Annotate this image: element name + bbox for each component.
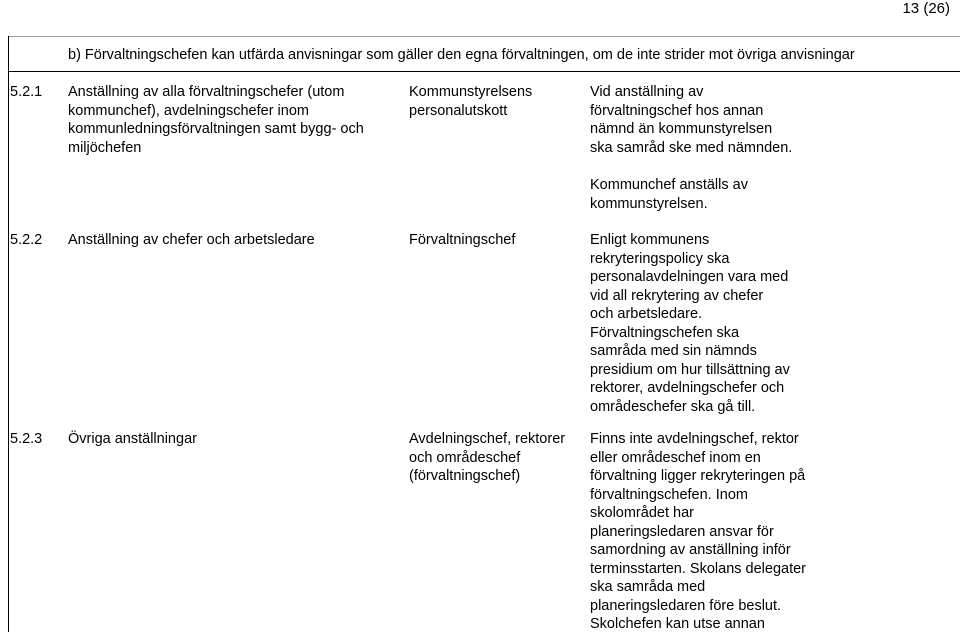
row-description: Övriga anställningar [68,431,197,447]
row-b-text: b) Förvaltningschefen kan utfärda anvisningar som gäller den egna förvaltningen, om de inte strider mot övriga anvisningar [68,47,855,63]
row-remarks [590,83,795,213]
row-b-bottom-border [8,71,960,72]
table-top-border [8,36,960,37]
row-remarks: Finns inte avdelningschef, rektor eller områdeschef inom en förvaltning ligger rekryteringen på förvaltningschefen. Inom skolområdet har planeringsledaren ansvar för samordning av anställning inför terminsstarten. Skolans delegater ska samråda med planeringsledaren före beslut. Skolchefen kan utse annan [590,431,806,632]
remark-paragraph: Kommunchef anställs av kommunstyrelsen. [590,177,748,212]
row-delegate: Avdelningschef, rektorer och områdeschef (förvaltningschef) [409,431,566,484]
row-description: Anställning av alla förvaltningschefer (utom kommunchef), avdelningschefer inom kommunledningsförvaltningen samt bygg- och miljöchefen [68,84,364,156]
row-description: Anställning av chefer och arbetsledare [68,232,315,248]
page-number: 13 (26) [902,0,950,17]
row-remarks: Enligt kommunens rekryteringspolicy ska personalavdelningen vara med vid all rekrytering av chefer och arbetsledare. Förvaltningschefen ska samråda med sin nämnds presidium om hur tillsättning av rektorer, avdelningschefer och områdeschefer ska gå till. [590,232,790,415]
row-number: 5.2.3 [10,431,43,447]
row-number: 5.2.1 [10,84,43,100]
table-left-border [8,36,9,632]
row-delegate: Kommunstyrelsens personalutskott [409,84,533,119]
row-delegate: Förvaltningschef [409,232,516,248]
row-number: 5.2.2 [10,232,43,248]
remark-paragraph: Vid anställning av förvaltningschef hos annan nämnd än kommunstyrelsen ska samråd ske med nämnden. [590,84,793,156]
